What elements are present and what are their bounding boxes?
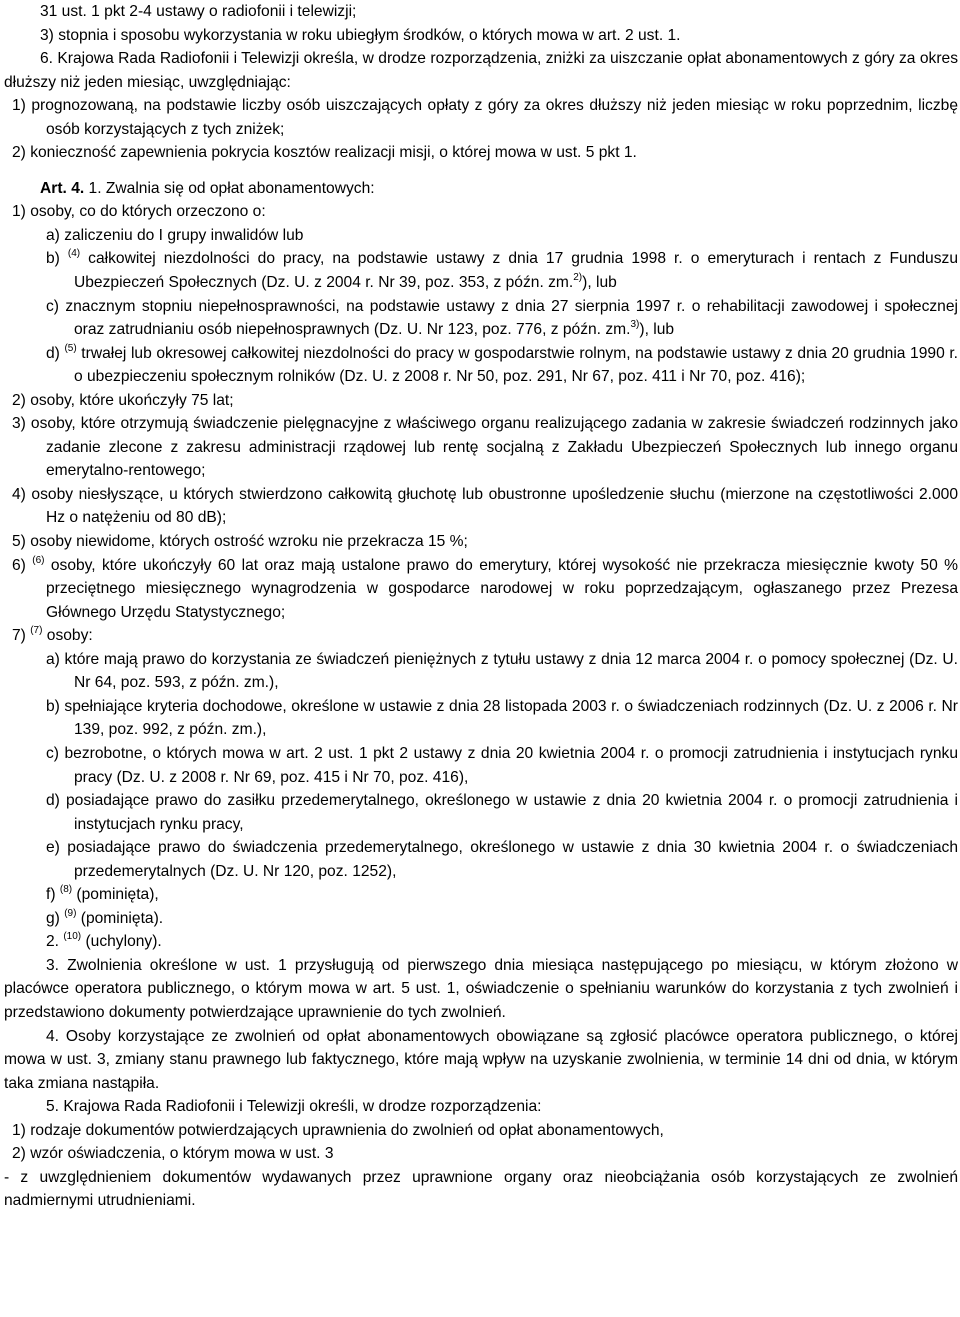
text-line: 3) stopnia i sposobu wykorzystania w roku ubiegłym środków, o których mowa w art. 2 ust. 1. [40,26,681,44]
list-item: 2) osoby, które ukończyły 75 lat; [12,391,234,409]
list-item: a) które mają prawo do korzystania ze świadczeń pieniężnych z tytułu ustawy z dnia 12 marca 2004 r. o pomocy społecznej (Dz. U. Nr 64, poz. 593, z późn. zm.), [46,650,958,692]
footnote-ref: (8) [59,884,73,896]
list-item: c) bezrobotne, o których mowa w art. 2 ust. 1 pkt 2 ustawy z dnia 20 kwietnia 2004 r. o promocji zatrudnienia i instytucjach rynku pracy (Dz. U. z 2008 r. Nr 69, poz. 415 i Nr 70, poz. 416), [46,744,958,786]
list-item: c) znacznym stopniu niepełnosprawności, na podstawie ustawy z dnia 27 sierpnia 1997 r. o rehabilitacji zawodowej i społecznej oraz zatrudnianiu osób niepełnosprawnych (Dz. U. Nr 123, poz. 776, z późn. zm.$^{3)}$), lub [46,297,958,339]
list-item: d) posiadające prawo do zasiłku przedemerytalnego, określonego w ustawie z dnia 20 kwietnia 2004 r. o promocji zatrudnienia i instytucjach rynku pracy, [46,792,958,833]
footnote-ref: (6) [32,554,45,566]
paragraph: 4. Osoby korzystające ze zwolnień od opłat abonamentowych obowiązane są zgłosić placówce operatora publicznego, o której mowa w ust. 3, zmiany stanu prawnego lub faktycznego, które mają wpływ na uzyskanie zwolnienia, w terminie 14 dni od dnia, w którym taka zmiana nastąpiła. [4,1027,958,1092]
list-item: a) zaliczeniu do I grupy inwalidów lub [46,226,304,244]
list-item: 5) osoby niewidome, których ostrość wzroku nie przekracza 15 %; [12,533,468,551]
list-item: 1) prognozowaną, na podstawie liczby osób uiszczających opłaty z góry za okres dłuższy niż jeden miesiąc w roku poprzednim, liczbę osób korzystających z tych zniżek; [12,97,958,138]
list-item: 3) osoby, które otrzymują świadczenie pielęgnacyjne z właściwego organu realizującego zadania w zakresie świadczeń rodzinnych jako zadanie zlecone z zakresu administracji rządowej lub rentę socjalną z Zakładu Ubezpieczeń Społecznych lub innego organu emerytalno-rentowego; [12,415,958,480]
list-item: 6) $^{(6)}$ osoby, które ukończyły 60 lat oraz mają ustalone prawo do emerytury, której wysokość nie przekracza miesięcznie kwoty 50 % przeciętnego miesięcznego wynagrodzenia w gospodarce narodowej w roku poprzedzającym, ogłaszanego przez Prezesa Głównego Urzędu Statystycznego; [12,554,959,621]
paragraph-6: 6. Krajowa Rada Radiofonii i Telewizji określa, w drodze rozporządzenia, zniżki za uiszczanie opłat abonamentowych z góry za okres dłuższy niż jeden miesiąc, uwzględniając: [4,50,958,91]
list-item: e) posiadające prawo do świadczenia przedemerytalnego, określonego w ustawie z dnia 30 kwietnia 2004 r. o świadczeniach przedemerytalnych (Dz. U. Nr 120, poz. 1252), [46,839,958,880]
list-item: b) $^{(4)}$ całkowitej niezdolności do pracy, na podstawie ustawy z dnia 17 grudnia 1998 r. o emeryturach i rentach z Funduszu Ubezpieczeń Społecznych (Dz. U. z 2004 r. Nr 39, poz. 353, z późn. zm.$^{2)}$), lub [46,248,958,292]
paragraph: - z uwzględnieniem dokumentów wydawanych przez uprawnione organy oraz nieobciążania osób korzystających ze zwolnień nadmiernymi utrudnieniami. [4,1168,958,1210]
article-heading [4,177,958,201]
paragraph: 3. Zwolnienia określone w ust. 1 przysługują od pierwszego dnia miesiąca następującego po miesiącu, w którym złożono w placówce operatora publicznego, o którym mowa w art. 5 ust. 1, oświadczenie o spełnianiu warunków do korzystania z tych zwolnień i przedstawiono dokumenty potwierdzające uprawnienie do tych zwolnień. [4,956,958,1021]
footnote-ref: (7) [30,625,43,637]
footnote-ref: 2) [573,272,583,284]
footnote-ref: 3) [630,319,640,331]
list-item: f) $^{(8)}$ (pominięta), [46,884,159,904]
article-label: Art. 4. [40,179,85,197]
paragraph: 5. Krajowa Rada Radiofonii i Telewizji określi, w drodze rozporządzenia: [46,1098,542,1116]
list-item: 4) osoby niesłyszące, u których stwierdzono całkowitą głuchotę lub obustronne upośledzenie słuchu (mierzone na częstotliwości 2.000 Hz o natężeniu od 80 dB); [12,485,958,527]
footnote-ref: (5) [64,342,77,354]
list-item: g) $^{(9)}$ (pominięta). [46,907,164,927]
list-item: 1) rodzaje dokumentów potwierdzających uprawnienia do zwolnień od opłat abonamentowych, [12,1121,664,1139]
list-item: 7) $^{(7)}$ osoby: [12,625,93,645]
list-item: b) spełniające kryteria dochodowe, określone w ustawie z dnia 28 listopada 2003 r. o świadczeniach rodzinnych (Dz. U. z 2006 r. Nr 139, poz. 992, z późn. zm.), [46,697,958,739]
footnote-ref: (4) [67,248,81,260]
list-item: 1) osoby, co do których orzeczono o: [12,203,266,221]
list-item: 2) wzór oświadczenia, o którym mowa w ust. 3 [12,1145,334,1163]
list-item: 2) konieczność zapewnienia pokrycia kosztów realizacji misji, o której mowa w ust. 5 pkt 1. [12,144,637,162]
text-line: 31 ust. 1 pkt 2-4 ustawy o radiofonii i telewizji; [40,3,357,20]
paragraph: 2. $^{(10)}$ (uchylony). [46,931,162,951]
list-item: d) $^{(5)}$ trwałej lub okresowej całkowitej niezdolności do pracy w gospodarstwie rolnym, na podstawie ustawy z dnia 20 grudnia 1990 r. o ubezpieczeniu społecznym rolników (Dz. U. z 2008 r. Nr 50, poz. 291, Nr 67, poz. 411 i Nr 70, poz. 416); [46,342,959,386]
article-text: 1. Zwalnia się od opłat abonamentowych: [84,179,375,197]
footnote-ref: (9) [64,907,77,919]
footnote-ref: (10) [63,931,82,943]
